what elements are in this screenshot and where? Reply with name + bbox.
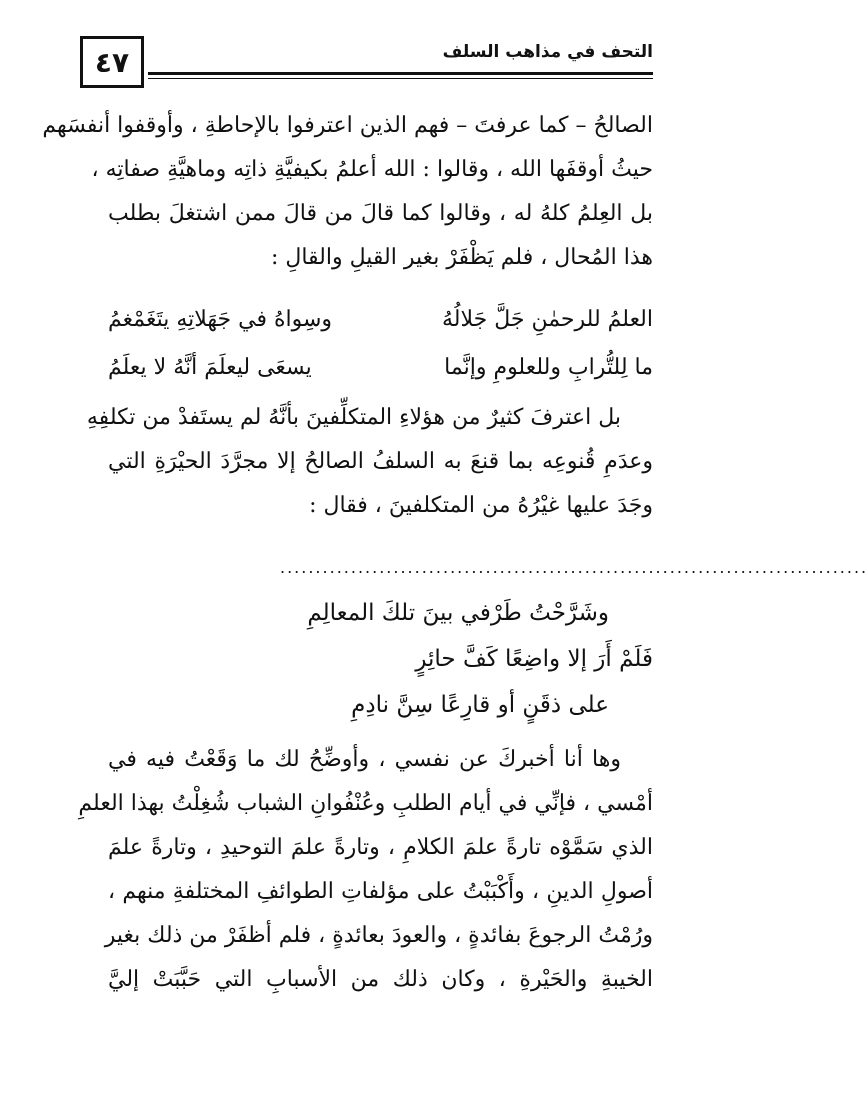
verse-line bbox=[108, 296, 653, 344]
text-line: هذا المُحال ، فلم يَظْفَرْ بغير القيلِ والقالِ : bbox=[270, 245, 653, 270]
text-line: الذي سَمَّوْه تارةً علمَ الكلامِ ، وتارةً علمَ التوحيدِ ، وتارةً علمَ bbox=[108, 835, 653, 860]
text-line: الخيبةِ والحَيْرةِ ، وكان ذلك من الأسبابِ التي حَبَّبَتْ إليَّ bbox=[108, 967, 653, 992]
paragraph-3 bbox=[78, 738, 653, 1002]
text-line: بل العِلمُ كلهُ له ، وقالوا كما قالَ من قالَ ممن اشتغلَ بطلب bbox=[108, 201, 653, 226]
poem-line: فَلَمْ أَرَ إلا واضِعًا كَفَّ حائِرٍ bbox=[415, 646, 653, 672]
text-line: وجَدَ عليها غيْرُهُ من المتكلفينَ ، فقال : bbox=[309, 493, 653, 518]
verse-1 bbox=[108, 296, 653, 392]
poem-line: على ذقَنٍ أو قارِعًا سِنَّ نادِمِ bbox=[351, 692, 609, 718]
header-rule-thick bbox=[148, 72, 653, 75]
text-line: أصولِ الدينِ ، وأَكْبَبْتُ على مؤلفاتِ الطوائفِ المختلفةِ منهم ، bbox=[108, 879, 653, 904]
verse-hemistich-left: وسِواهُ في جَهَلاتِهِ يتَغَمْغمُ bbox=[108, 307, 333, 332]
dotted-separator: ................................................................................... bbox=[280, 558, 868, 577]
verse-hemistich-left: يسعَى ليعلَمَ أنَّهُ لا يعلَمُ bbox=[108, 355, 312, 380]
text-line: ورُمْتُ الرجوعَ بفائدةٍ ، والعودَ بعائدةٍ ، فلم أظفَرْ من ذلك بغير bbox=[104, 923, 653, 948]
page-number: ٤٧ bbox=[94, 45, 130, 79]
paragraph-2 bbox=[86, 396, 653, 528]
text-line: أمْسي ، فإنِّي في أيام الطلبِ وعُنْفُوانِ الشباب شُغِلْتُ بهذا العلمِ bbox=[78, 791, 653, 816]
text-line: وعدَمِ قُنوعِه بما قنعَ به السلفُ الصالحُ إلا مجرَّدَ الحيْرَةِ التي bbox=[108, 449, 653, 474]
header-rule-thin bbox=[148, 78, 653, 79]
verse-hemistich-right: ما لِلتُّرابِ وللعلومِ وإنَّما bbox=[444, 355, 653, 380]
verse-line bbox=[108, 344, 653, 392]
poem bbox=[108, 590, 653, 728]
text-line: بل اعترفَ كثيرٌ من هؤلاءِ المتكلِّفينَ بأنَّهُ لم يستَفدْ من تكلفِهِ bbox=[86, 405, 621, 430]
text-line: الصالحُ – كما عرفتَ – فهم الذين اعترفوا بالإحاطةِ ، وأوقفوا أنفسَهم bbox=[42, 113, 653, 138]
text-line: حيثُ أوقفَها الله ، وقالوا : الله أعلمُ بكيفيَّةِ ذاتِه وماهيَّةِ صفاتِه ، bbox=[91, 157, 653, 182]
page-number-box bbox=[80, 36, 144, 88]
text-line: وها أنا أخبركَ عن نفسي ، وأوضِّحُ لك ما وَقَعْتُ فيه في bbox=[108, 747, 621, 772]
poem-line: وشَرَّحْتُ طَرْفي بينَ تلكَ المعالِمِ bbox=[307, 600, 609, 626]
running-header-title: التحف في مذاهب السلف bbox=[442, 42, 653, 62]
paragraph-1 bbox=[42, 104, 653, 280]
verse-hemistich-right: العلمُ للرحمٰنِ جَلَّ جَلالُهُ bbox=[441, 307, 653, 332]
